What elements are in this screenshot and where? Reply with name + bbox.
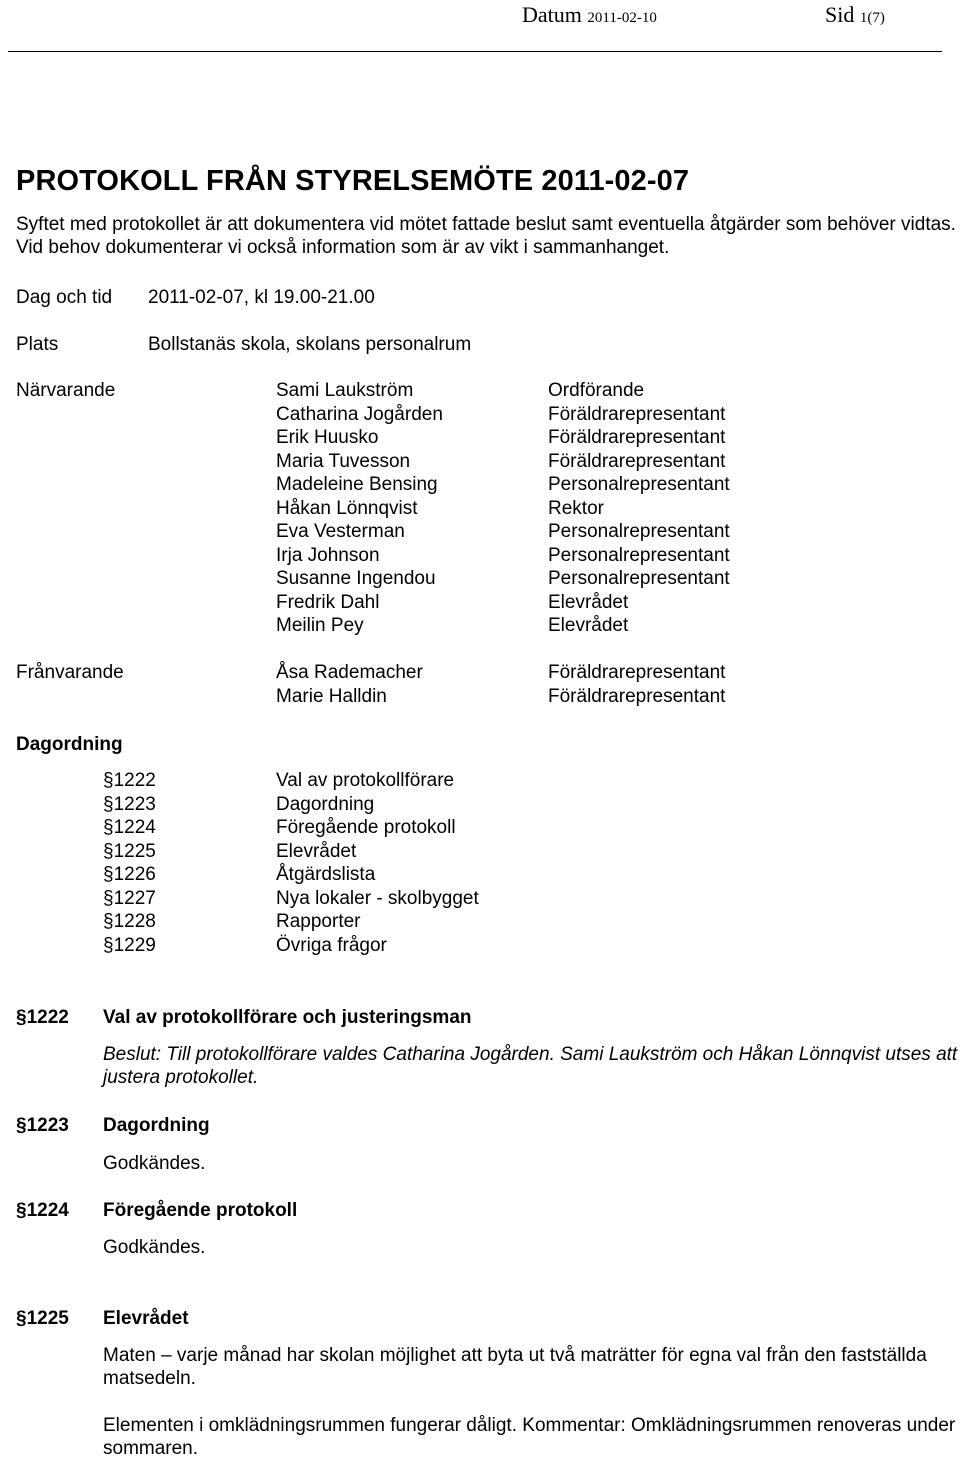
attendee-role: Personalrepresentant (548, 521, 730, 542)
section-heading (0, 1308, 960, 1334)
agenda-item-number: §1227 (103, 887, 156, 909)
meeting-time-label: Dag och tid (16, 287, 113, 308)
attendee-row (0, 451, 960, 475)
attendee-role: Personalrepresentant (548, 544, 730, 566)
agenda-item-number: §1223 (103, 793, 156, 815)
meeting-place-label: Plats (16, 334, 59, 355)
attendee-row (0, 427, 960, 451)
attendee-name: Sami Laukström (276, 380, 414, 401)
agenda-item (0, 817, 960, 841)
attendee-row (0, 498, 960, 522)
attendee-name: Maria Tuvesson (276, 450, 411, 472)
section-text: Elementen i omklädningsrummen fungerar dåligt. Kommentar: Omklädningsrummen renoveras under sommaren. (103, 1415, 956, 1459)
absent-label: Frånvarande (16, 662, 124, 683)
agenda-item (0, 864, 960, 888)
attendee-row (0, 615, 960, 639)
absent-row (0, 662, 960, 686)
agenda-title: Dagordning (16, 734, 123, 755)
present-label: Närvarande (16, 380, 116, 401)
agenda-item-text: Elevrådet (276, 840, 357, 862)
attendee-row (0, 592, 960, 616)
header-page-label: Sid (825, 2, 855, 27)
absent-name: Marie Halldin (276, 685, 387, 707)
agenda-item-number: §1229 (103, 934, 156, 956)
agenda-item-text: Nya lokaler - skolbygget (276, 887, 479, 909)
attendee-row (0, 568, 960, 592)
attendee-row (0, 380, 960, 404)
section-text: Godkändes. (103, 1237, 206, 1258)
attendee-name: Fredrik Dahl (276, 591, 380, 613)
section-number: §1223 (16, 1115, 69, 1136)
header-date-value: 2011-02-10 (587, 10, 657, 26)
agenda-item (0, 794, 960, 818)
attendee-name: Irja Johnson (276, 544, 380, 566)
attendee-row (0, 545, 960, 569)
section-title: Elevrådet (103, 1308, 189, 1329)
absent-role: Föräldrarepresentant (548, 685, 726, 707)
section-number: §1222 (16, 1007, 69, 1028)
attendee-role: Föräldrarepresentant (548, 403, 726, 425)
attendee-role: Föräldrarepresentant (548, 427, 726, 448)
attendee-role: Ordförande (548, 380, 645, 401)
agenda-item-text: Rapporter (276, 911, 361, 932)
agenda-item-number: §1224 (103, 817, 156, 838)
document-title: PROTOKOLL FRÅN STYRELSEMÖTE 2011-02-07 (16, 165, 690, 197)
agenda-item (0, 770, 960, 794)
section-text: Godkändes. (103, 1153, 206, 1174)
attendee-role: Elevrådet (548, 591, 629, 613)
agenda-item-text: Övriga frågor (276, 934, 387, 956)
agenda-item (0, 911, 960, 935)
header-date-label: Datum (522, 2, 582, 27)
section-decision-text: Beslut: Till protokollförare valdes Catharina Jogården. Sami Laukström och Håkan Lönnqvist utses att justera protokollet. (103, 1044, 958, 1088)
attendee-role: Föräldrarepresentant (548, 450, 726, 472)
section-number: §1225 (16, 1308, 69, 1329)
attendee-role: Personalrepresentant (548, 474, 730, 495)
agenda-item-text: Åtgärdslista (276, 864, 376, 885)
header-page-number (825, 2, 885, 28)
attendee-name: Meilin Pey (276, 615, 364, 636)
agenda-item-text: Föregående protokoll (276, 817, 456, 838)
attendee-name: Erik Huusko (276, 427, 379, 448)
attendee-name: Madeleine Bensing (276, 474, 438, 495)
section-title: Dagordning (103, 1115, 210, 1136)
absent-name: Åsa Rademacher (276, 662, 423, 683)
agenda-item-text: Val av protokollförare (276, 770, 455, 791)
attendee-name: Catharina Jogården (276, 403, 443, 425)
purpose-text: Syftet med protokollet är att dokumentera vid mötet fattade beslut samt eventuella åtgärder som behöver vidtas. Vid behov dokumenterar vi också information som är av vikt i sammanhanget. (16, 214, 956, 258)
section-title: Föregående protokoll (103, 1200, 298, 1221)
agenda-item-number: §1228 (103, 911, 156, 932)
meeting-time-value: 2011-02-07, kl 19.00-21.00 (148, 287, 375, 308)
attendee-row (0, 404, 960, 428)
meeting-place-value: Bollstanäs skola, skolans personalrum (148, 334, 472, 355)
absent-row (0, 686, 960, 710)
agenda-item (0, 841, 960, 865)
header-page-value: 1(7) (859, 10, 885, 26)
agenda-item-number: §1222 (103, 770, 156, 791)
section-title: Val av protokollförare och justeringsman (103, 1007, 472, 1028)
attendee-name: Håkan Lönnqvist (276, 497, 418, 519)
attendee-role: Elevrådet (548, 615, 629, 636)
attendee-name: Susanne Ingendou (276, 568, 436, 589)
attendee-role: Rektor (548, 497, 604, 519)
attendee-role: Personalrepresentant (548, 568, 730, 589)
attendee-name: Eva Vesterman (276, 521, 405, 542)
agenda-item-number: §1225 (103, 840, 156, 862)
section-text: Maten – varje månad har skolan möjlighet att byta ut två maträtter för egna val från den fastställda matsedeln. (103, 1345, 927, 1389)
section-number: §1224 (16, 1200, 69, 1221)
agenda-item-text: Dagordning (276, 793, 375, 815)
absent-role: Föräldrarepresentant (548, 662, 726, 683)
section-heading (0, 1200, 960, 1226)
section-heading (0, 1115, 960, 1141)
header-date (522, 2, 657, 28)
page-header (0, 0, 960, 52)
header-rule (8, 51, 942, 52)
agenda-item (0, 935, 960, 959)
agenda-item-number: §1226 (103, 864, 156, 885)
attendee-row (0, 474, 960, 498)
section-heading (0, 1007, 960, 1033)
attendee-row (0, 521, 960, 545)
agenda-item (0, 888, 960, 912)
